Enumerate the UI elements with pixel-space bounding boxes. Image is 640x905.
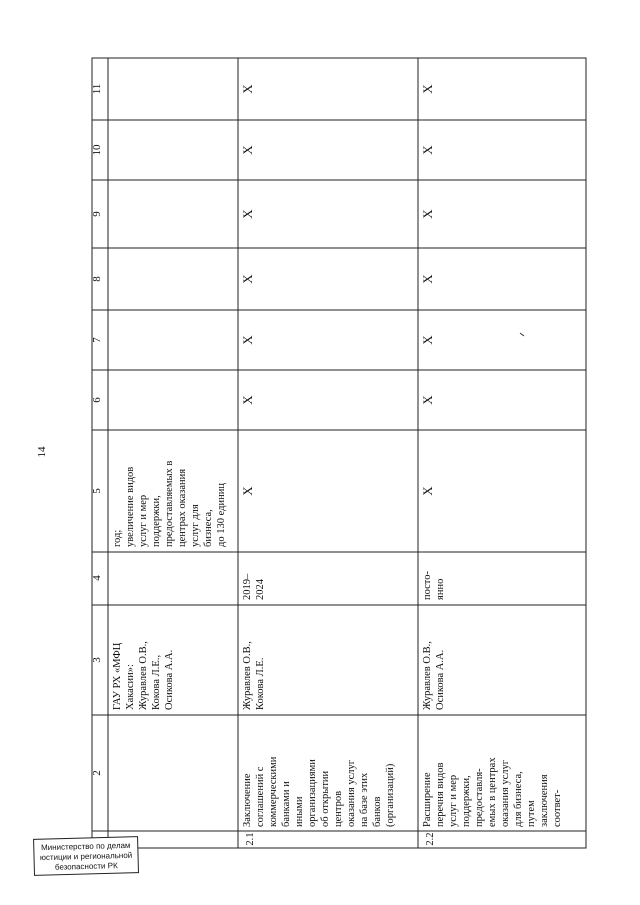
continuation-result: год; увеличение видов услуг и мер поддержки, предоставляемых в центрах оказания услуг для бизнеса, до 130 единиц [112,460,227,547]
row-number: 2.1 [245,832,256,846]
row-mark: X [420,335,435,345]
stamp-line: безопасности РК [54,861,118,872]
row-responsible: Журавлев О.В., Кокова Л.Е. [242,641,266,710]
table-row [240,84,396,846]
header-cell: 3 [91,657,103,663]
header-cell: 5 [91,488,103,494]
row-mark: X [240,335,255,345]
header-cell: 6 [91,397,103,403]
stamp-line: Министерство по делам [40,840,131,853]
row-measure: Заключение соглашений с коммерческими банками и иными организациями об открытии центров оказания услуг на базе этих банков (организаций) [242,756,396,827]
row-term: 2019– 2024 [242,573,266,600]
row-mark: X [420,145,435,155]
row-result: X [420,486,435,496]
header-row [91,84,103,842]
row-mark: X [420,274,435,284]
stamp-line: юстиции и региональной [39,850,133,863]
header-cell: 7 [91,337,103,343]
page-number: 14 [36,446,48,458]
continuation-row [112,458,227,710]
row-responsible: Журавлев О.В., Осикова А.А. [422,641,446,710]
row-mark: X [240,209,255,219]
header-cell: 4 [91,575,103,581]
row-mark: X [240,145,255,155]
row-result: X [240,486,255,496]
row-measure: Расширение перечня видов услуг и мер поддержки, предоставля- емых в центрах оказания услуг для бизнеса, путем заключения соответ- [422,757,563,827]
table-row [420,84,563,846]
row-mark: X [420,395,435,405]
row-mark: X [240,84,255,94]
header-cell: 10 [91,144,103,156]
header-cell: 11 [91,83,103,95]
row-mark: X [240,274,255,284]
row-number: 2.2 [425,832,436,846]
continuation-responsible: ГАУ РХ «МФЦ Хакасии»: Журавлев О.В., Кокова Л.Е., Осикова А.А. [112,641,175,710]
scan-speck [520,333,524,336]
header-cell: 2 [91,770,103,776]
row-term: посто- янно [422,571,446,600]
row-mark: X [420,84,435,94]
row-mark: X [420,209,435,219]
header-cell: 8 [91,276,103,282]
header-cell: 9 [91,211,103,217]
registration-stamp [34,837,139,876]
table-grid [92,58,586,848]
row-mark: X [240,395,255,405]
